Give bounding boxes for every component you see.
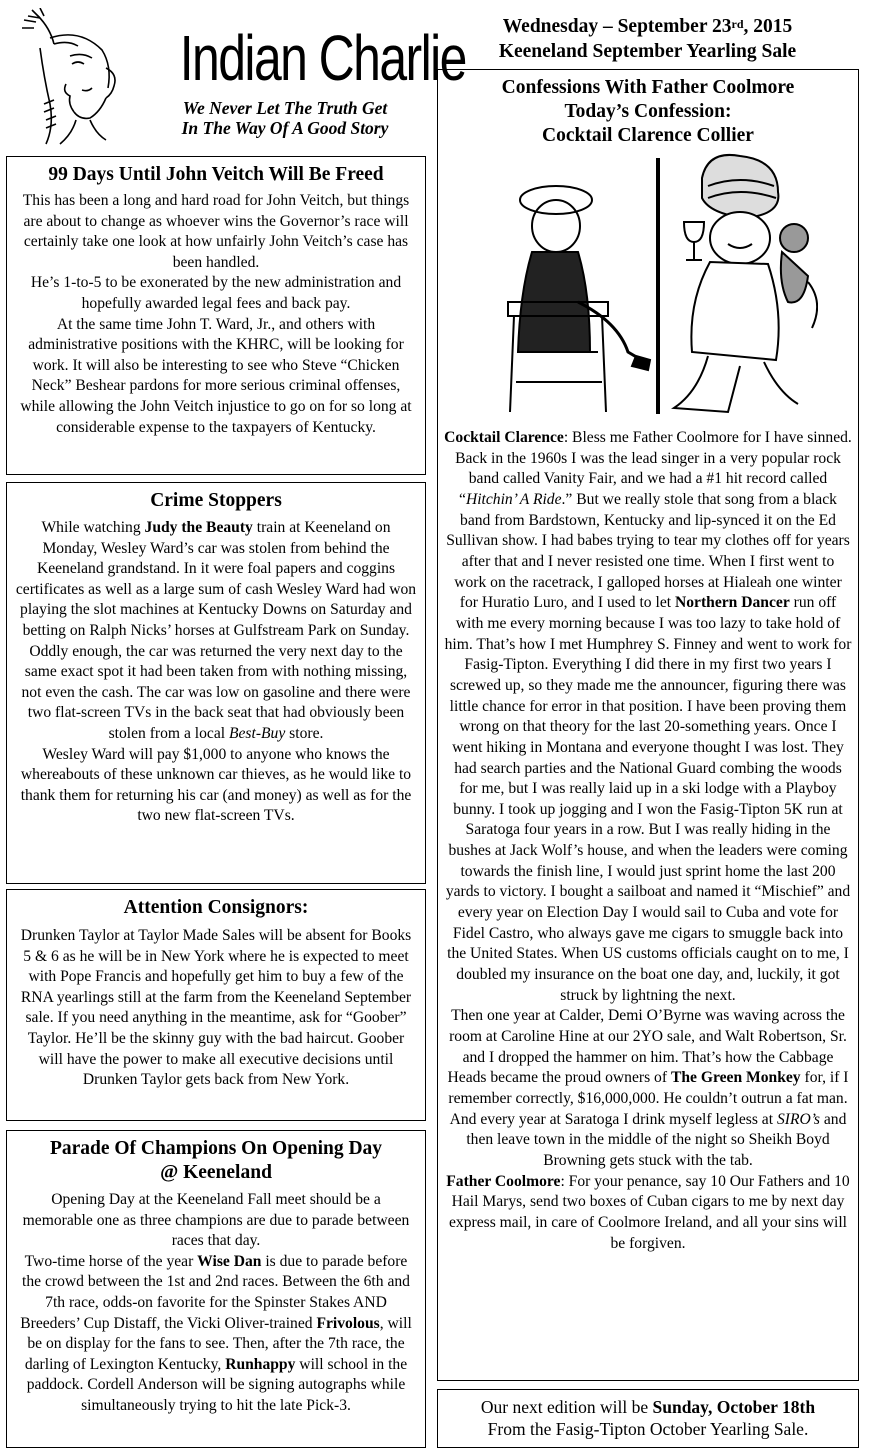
parade-paragraph-2: Two-time horse of the year Wise Dan is due to parade before the crowd between the 1st and 2nd races. Between the 6th and 7th race, odds-on favorite for the Spinster Stakes AND Breeders’ Cup Distaff, the Vicki Oliver-trained Frivolous, will be on display for the fans to see. Then, after the 7th race, the darling of Lexington Kentucky, Runhappy will school in the paddock. Cordell Anderson will be signing autographs while simultaneously trying to hit the late Pick-3. — [20, 1252, 412, 1414]
confession-father-coolmore: Father Coolmore: For your penance, say 10 Our Fathers and 10 Hail Marys, send two boxes of Cuban cigars to me by next day express mail, in care of Coolmore Ireland, and all your sins will be forgiven. — [446, 1172, 850, 1252]
veitch-paragraph-2: He’s 1-to-5 to be exonerated by the new administration and hopefully awarded legal fees and back pay. — [30, 274, 402, 312]
masthead-tagline — [150, 98, 420, 138]
veitch-article — [6, 156, 426, 475]
crime-stoppers-article — [6, 482, 426, 884]
crime-paragraph-2: Wesley Ward will pay $1,000 to anyone who knows the whereabouts of these unknown car thieves, as he would like to thank them for returning his car (and money) as well as for the two new flat-screen TVs. — [20, 745, 412, 825]
confessions-title: Confessions With Father Coolmore Today’s Confession: Cocktail Clarence Collier — [501, 77, 795, 146]
horse-name: Judy the Beauty — [144, 519, 253, 536]
parade-article — [6, 1130, 426, 1448]
store-name: Best-Buy — [228, 724, 286, 742]
consignors-title: Attention Consignors: — [123, 897, 309, 918]
crime-stoppers-title: Crime Stoppers — [150, 490, 282, 511]
crime-paragraph-1: While watching Judy the Beauty train at Keeneland on Monday, Wesley Ward’s car was stolen from behind the Keeneland grandstand. In it were foal papers and coggins certificates as well as a large sum of cash Wesley Ward had won playing the slot machines at Kentucky Downs on Saturday and betting on Ralph Nicks’ horses at Gulfstream Park on Sunday. Oddly enough, the car was returned the very next day to the same exact spot it had been taken from with nothing missing, not even the cash. The car was low on gasoline and there were two flat-screen TVs in the back seat that had obviously been stolen from a local Best-Buy store. — [15, 519, 417, 742]
next-edition-line-2: From the Fasig-Tipton October Yearling Sale. — [487, 1419, 809, 1439]
consignors-article — [6, 889, 426, 1121]
confessions-article — [437, 69, 859, 1381]
confession-clarence-2: Then one year at Calder, Demi O’Byrne was waving across the room at Caroline Hine at our 2YO sale, and Walt Robertson, Sr. and I dropped the hammer on him. That’s how the Cabbage Heads became the proud owners of The Green Monkey for, if I remember correctly, $16,000,000. He couldn’t outrun a fat man. And every year at Saratoga I drink myself legless at SIRO’s and then leave town in the middle of the night so Sheikh Boyd Browning gets stuck with the tab. — [447, 1007, 849, 1169]
issue-event: Keeneland September Yearling Sale — [498, 41, 797, 62]
dateline — [440, 14, 855, 64]
parade-paragraph-1: Opening Day at the Keeneland Fall meet should be a memorable one as three champions are due to parade between races that day. — [22, 1191, 410, 1250]
consignors-paragraph: Drunken Taylor at Taylor Made Sales will be absent for Books 5 & 6 as he will be in New York where he is expected to meet with Pope Francis and hopefully get him to buy a few of the RNA yearlings still at the farm from the Keeneland September sale. If you need anything in the meantime, ask for “Goober” Taylor. He’ll be the skinny guy with the bad haircut. Goober will have the power to make all executive decisions until Drunken Taylor gets back from New York. — [20, 927, 412, 1089]
veitch-paragraph-3: At the same time John T. Ward, Jr., and others with administrative positions with the KHRC, will be looking for work. It will also be interesting to see who Steve “Chicken Neck” Beshear pardons for more serious criminal offenses, while allowing the John Veitch injustice to go on for so long at considerable expense to the taxpayers of Kentucky. — [20, 315, 412, 436]
speaker-father-coolmore: Father Coolmore — [446, 1172, 561, 1190]
parade-title: Parade Of Champions On Opening Day @ Keeneland — [49, 1138, 383, 1183]
confession-clarence: Cocktail Clarence: Bless me Father Coolmore for I have sinned. Back in the 1960s I was the lead singer in a very popular rock band called Vanity Fair, and we had a #1 hit record called “Hitchin’ A Ride.” But we really stole that song from a black band from Bardstown, Kentucky and lip-synced it on the Ed Sullivan show. I had babes trying to tear my clothes off for years after that and I never resisted one time. When I first went to work on the racetrack, I galloped horses at Hialeah one winter for Huratio Luro, and I used to let Northern Dancer run off with me every morning because I was too lazy to take hold of him. That’s how I met Humphrey S. Finney and went to work for Fasig-Tipton. Everything I did there in my first two years I screwed up, so they made me the announcer, figuring there was little chance for error in that position. I have been proving them wrong on that theory for the last 20-something years. Once I went hiking in Montana and everyone thought I was lost. They had search parties and the National Guard combing the woods for me, but I was really laid up in a ski lodge with a Playboy bunny. I took up jogging and I won the Fasig-Tipton 5K run at Saratoga four years in a row. But I was really hiding in the bushes at Jack Wolf’s house, and when the leaders were coming towards the finish line, I would just sprint home the last 200 yards to victory. I bought a sailboat and named it “Mischief” and every year on Election Day I would sail to Cuba and vote for Fidel Castro, who always gave me cigars to smuggle back into the United States. When US customs officials caught on to me, I doubled my insurance on the boat one day, and, luckily, it got struck by lightning the next. — [444, 429, 852, 1004]
masthead-title: Indian Charlie — [179, 22, 466, 94]
indian-head-logo-icon — [10, 8, 130, 148]
tagline-line-1: We Never Let The Truth Get — [182, 98, 388, 118]
speaker-clarence: Cocktail Clarence — [444, 429, 564, 446]
priest-and-confessor-cartoon-icon — [478, 152, 818, 420]
next-edition-line-1: Our next edition will be Sunday, October 18th — [480, 1397, 816, 1417]
tagline-line-2: In The Way Of A Good Story — [181, 118, 389, 138]
veitch-article-title: 99 Days Until John Veitch Will Be Freed — [48, 164, 384, 185]
veitch-paragraph-1: This has been a long and hard road for John Veitch, but things are about to change as whoever wins the Governor’s race will certainly take one look at how unfairly John Veitch’s case has been handled. — [22, 192, 410, 271]
next-edition-notice — [437, 1389, 859, 1448]
masthead — [150, 22, 466, 138]
issue-date: Wednesday – September 23rd, 2015 — [502, 16, 793, 37]
